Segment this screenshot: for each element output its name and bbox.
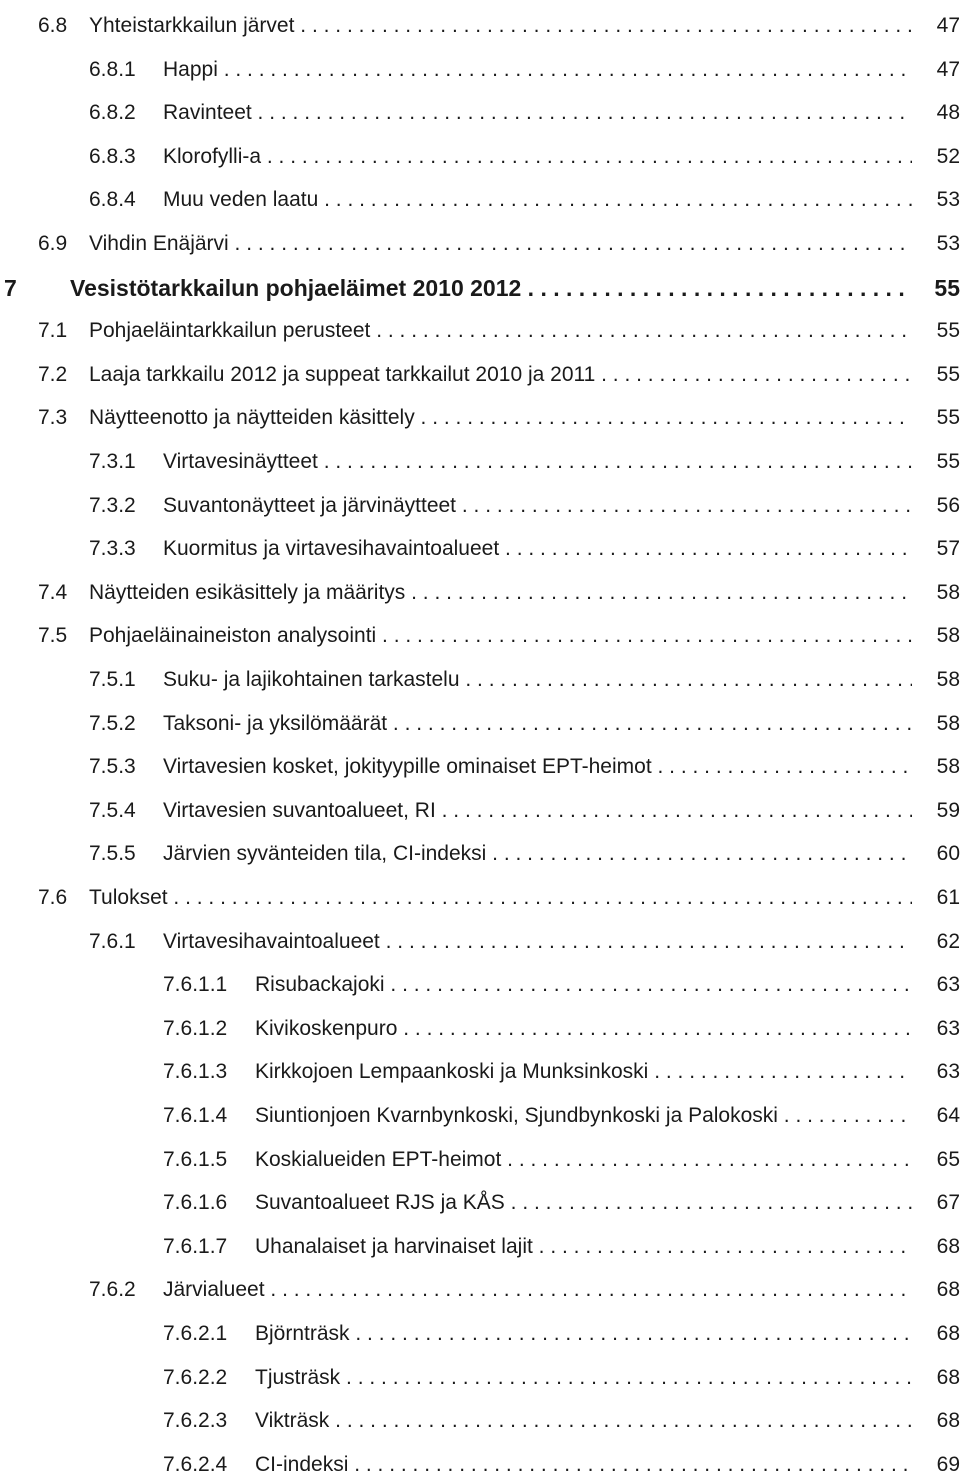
toc-entry-number: 7.6.1.1 <box>163 973 228 997</box>
toc-entry-title: Suku- ja lajikohtainen tarkastelu . . . <box>163 662 912 698</box>
toc-entry-title: Virtavesinäytteet . . . <box>163 444 912 480</box>
toc-entry-page: 60 <box>920 836 960 872</box>
toc-entry-number: 7.5.1 <box>89 668 136 691</box>
toc-entry-number: 7.6.1.3 <box>163 1060 228 1084</box>
toc-entry[interactable] <box>0 531 960 567</box>
toc-entry-title: Pohjaeläintarkkailun perusteet . . . <box>89 313 912 349</box>
toc-entry-page: 56 <box>920 488 960 524</box>
toc-entry-page: 53 <box>920 226 960 262</box>
toc-entry-number: 6.8.3 <box>89 144 136 168</box>
toc-entry-number: 7.6.2.3 <box>163 1409 228 1433</box>
toc-entry-title: Virtavesien suvantoalueet, RI . . . <box>163 793 912 829</box>
toc-entry-page: 68 <box>920 1403 960 1439</box>
toc-entry-page: 58 <box>920 618 960 654</box>
toc-entry-page: 68 <box>920 1272 960 1308</box>
toc-entry-page: 58 <box>920 662 960 698</box>
toc-entry-number: 6.8.4 <box>89 188 136 212</box>
toc-entry-number: 7.2 <box>38 362 68 386</box>
toc-entry[interactable] <box>0 662 960 698</box>
toc-entry[interactable] <box>0 400 960 436</box>
toc-entry-number: 6.8.2 <box>89 101 136 125</box>
toc-entry[interactable] <box>0 1142 960 1178</box>
toc-entry-number: 7.6.1 <box>89 929 136 953</box>
toc-entry-page: 62 <box>920 924 960 960</box>
toc-entry-page: 52 <box>920 139 960 175</box>
toc-entry-page: 55 <box>920 270 960 306</box>
toc-entry-page: 53 <box>920 182 960 218</box>
toc-entry-title: Laaja tarkkailu 2012 ja suppeat tarkkailut 2010 ja 2011 . . . <box>89 357 912 393</box>
toc-entry-page: 68 <box>920 1360 960 1396</box>
toc-entry-title: Järvien syvänteiden tila, CI-indeksi . . . <box>163 836 912 872</box>
toc-entry-title: Näytteiden esikäsittely ja määritys . . . <box>89 575 912 611</box>
toc-entry[interactable] <box>0 836 960 872</box>
toc-entry-page: 58 <box>920 706 960 742</box>
toc-entry-title: Pohjaeläinaineiston analysointi . . . <box>89 618 912 654</box>
toc-entry[interactable] <box>0 1011 960 1047</box>
toc-entry-page: 55 <box>920 357 960 393</box>
toc-entry[interactable] <box>0 270 960 306</box>
toc-entry-page: 61 <box>920 880 960 916</box>
toc-entry[interactable] <box>0 182 960 218</box>
toc-entry[interactable] <box>0 226 960 262</box>
toc-entry[interactable] <box>0 1316 960 1352</box>
toc-entry-title: Happi . . . <box>163 52 912 88</box>
toc-entry-title: Yhteistarkkailun järvet . . . <box>89 8 912 44</box>
toc-entry-number: 7.5 <box>38 624 68 648</box>
toc-entry-page: 55 <box>920 400 960 436</box>
toc-entry[interactable] <box>0 1098 960 1134</box>
toc-entry[interactable] <box>0 1185 960 1221</box>
toc-entry[interactable] <box>0 967 960 1003</box>
toc-entry-title: Tjusträsk . . . <box>255 1360 912 1396</box>
toc-entry-title: Näytteenotto ja näytteiden käsittely . . . <box>89 400 912 436</box>
toc-entry-number: 7.6.1.5 <box>163 1147 228 1171</box>
toc-entry-page: 63 <box>920 1054 960 1090</box>
toc-entry-number: 7.3.1 <box>89 450 136 473</box>
toc-entry-page: 47 <box>920 8 960 44</box>
toc-entry[interactable] <box>0 8 960 44</box>
toc-entry[interactable] <box>0 793 960 829</box>
toc-entry[interactable] <box>0 749 960 785</box>
toc-entry-page: 58 <box>920 749 960 785</box>
toc-entry-title: Järvialueet . . . <box>163 1272 912 1308</box>
toc-entry-number: 7.5.5 <box>89 842 136 866</box>
toc-entry-number: 7.6.1.2 <box>163 1016 228 1040</box>
toc-entry-number: 7 <box>4 274 17 301</box>
toc-entry[interactable] <box>0 706 960 742</box>
toc-entry-title: Virtavesien kosket, jokityypille ominaiset EPT-heimot . . . <box>163 749 912 785</box>
toc-entry-page: 59 <box>920 793 960 829</box>
toc-entry-page: 64 <box>920 1098 960 1134</box>
toc-entry-number: 7.1 <box>38 319 68 343</box>
toc-entry-page: 69 <box>920 1447 960 1483</box>
toc-entry[interactable] <box>0 488 960 524</box>
toc-entry-page: 68 <box>920 1229 960 1265</box>
toc-entry[interactable] <box>0 357 960 393</box>
toc-entry-number: 7.3.2 <box>89 493 136 517</box>
toc-entry-title: CI-indeksi . . . <box>255 1447 912 1483</box>
toc-entry-page: 63 <box>920 1011 960 1047</box>
toc-entry-title: Vihdin Enäjärvi . . . <box>89 226 912 262</box>
toc-entry-title: Virtavesihavaintoalueet . . . <box>163 924 912 960</box>
toc-entry-number: 7.6 <box>38 886 68 909</box>
toc-entry-number: 7.3.3 <box>89 537 136 561</box>
toc-entry[interactable] <box>0 1360 960 1396</box>
toc-entry-page: 48 <box>920 95 960 131</box>
toc-entry-number: 6.8 <box>38 14 68 37</box>
toc-entry[interactable] <box>0 1403 960 1439</box>
toc-entry[interactable] <box>0 1447 960 1483</box>
toc-entry-number: 7.6.2 <box>89 1278 136 1302</box>
toc-entry-page: 57 <box>920 531 960 567</box>
toc-entry-page: 47 <box>920 52 960 88</box>
toc-entry[interactable] <box>0 1229 960 1265</box>
toc-entry[interactable] <box>0 52 960 88</box>
toc-entry-title: Uhanalaiset ja harvinaiset lajit . . . <box>255 1229 912 1265</box>
toc-entry[interactable] <box>0 924 960 960</box>
toc-entry[interactable] <box>0 313 960 349</box>
toc-entry[interactable] <box>0 575 960 611</box>
toc-entry-page: 55 <box>920 313 960 349</box>
toc-entry-page: 65 <box>920 1142 960 1178</box>
toc-entry-number: 6.9 <box>38 232 68 255</box>
toc-entry-title: Suvantoalueet RJS ja KÅS . . . <box>255 1185 912 1221</box>
toc-entry-number: 7.5.4 <box>89 798 136 822</box>
toc-entry-page: 58 <box>920 575 960 611</box>
toc-entry-title: Kirkkojoen Lempaankoski ja Munksinkoski . . . <box>255 1054 912 1090</box>
toc-entry-page: 68 <box>920 1316 960 1352</box>
toc-entry-number: 7.5.2 <box>89 711 136 735</box>
toc-entry-title: Björnträsk . . . <box>255 1316 912 1352</box>
toc-entry-title: Siuntionjoen Kvarnbynkoski, Sjundbynkoski ja Palokoski . . . <box>255 1098 912 1134</box>
toc-entry-title: Kivikoskenpuro . . . <box>255 1011 912 1047</box>
toc-entry-page: 63 <box>920 967 960 1003</box>
toc-entry-title: Klorofylli-a . . . <box>163 139 912 175</box>
toc-entry-title: Vesistötarkkailun pohjaeläimet 2010 2012 . . . <box>70 270 912 306</box>
toc-entry-page: 55 <box>920 444 960 480</box>
toc-entry-number: 7.6.2.2 <box>163 1365 228 1389</box>
toc-entry-title: Muu veden laatu . . . <box>163 182 912 218</box>
toc-entry-title: Taksoni- ja yksilömäärät . . . <box>163 706 912 742</box>
toc-entry[interactable] <box>0 95 960 131</box>
toc-entry[interactable] <box>0 139 960 175</box>
toc-entry-title: Kuormitus ja virtavesihavaintoalueet . . . <box>163 531 912 567</box>
toc-entry-number: 7.3 <box>38 406 68 430</box>
toc-entry-title: Risubackajoki . . . <box>255 967 912 1003</box>
toc-entry[interactable] <box>0 618 960 654</box>
toc-entry-title: Koskialueiden EPT-heimot . . . <box>255 1142 912 1178</box>
toc-entry-title: Tulokset . . . <box>89 880 912 916</box>
toc-entry[interactable] <box>0 1054 960 1090</box>
toc-entry-title: Suvantonäytteet ja järvinäytteet . . . <box>163 488 912 524</box>
toc-entry[interactable] <box>0 444 960 480</box>
toc-entry-number: 7.6.2.1 <box>163 1322 228 1345</box>
toc-entry-number: 6.8.1 <box>89 57 136 81</box>
toc-entry-title: Vikträsk . . . <box>255 1403 912 1439</box>
toc-entry[interactable] <box>0 1272 960 1308</box>
toc-entry-number: 7.4 <box>38 580 68 604</box>
toc-entry-number: 7.6.1.7 <box>163 1234 228 1258</box>
toc-entry-number: 7.6.1.4 <box>163 1104 228 1127</box>
toc-entry-number: 7.5.3 <box>89 755 136 779</box>
toc-entry-number: 7.6.2.4 <box>163 1452 228 1476</box>
toc-entry[interactable] <box>0 880 960 916</box>
toc-entry-title: Ravinteet . . . <box>163 95 912 131</box>
toc-entry-page: 67 <box>920 1185 960 1221</box>
toc-entry-number: 7.6.1.6 <box>163 1191 228 1215</box>
